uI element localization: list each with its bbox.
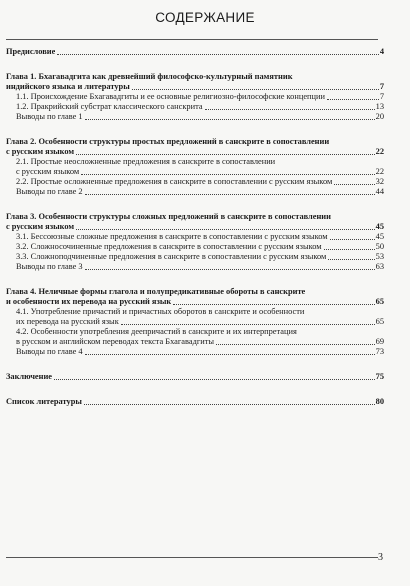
section-text: Выводы по главе 3	[16, 262, 83, 271]
section-text-line: 2.1. Простые неосложненные предложения в санскрите в сопоставлении	[16, 157, 276, 166]
chapter-title-last	[6, 297, 384, 307]
toc-page-number: 65	[375, 297, 384, 306]
section-text: 3.1. Бессоюзные сложные предложения в санскрите в сопоставлении с русским языком	[16, 232, 328, 241]
section-text: Выводы по главе 4	[16, 347, 83, 356]
chapter-title-line: Глава 1. Бхагавадгита как древнейший философско-культурный памятник	[6, 72, 293, 81]
page-number: 3	[378, 552, 383, 563]
chapter-title-line: Глава 4. Неличные формы глагола и полупредикативные обороты в санскрите	[6, 287, 306, 296]
dot-leader	[85, 354, 375, 355]
dot-leader	[328, 259, 374, 260]
toc-page-number: 44	[375, 187, 384, 196]
section-text: Выводы по главе 1	[16, 112, 83, 121]
chapter-title-last	[6, 147, 384, 157]
dot-leader	[132, 89, 379, 90]
section-text: с русским языком	[16, 167, 80, 176]
dot-leader	[334, 184, 374, 185]
dot-leader	[85, 194, 375, 195]
toc-section-4-2	[6, 337, 384, 347]
toc-entry-text: Список литературы	[6, 397, 82, 406]
toc-conclusions-2	[6, 187, 384, 197]
section-text: в русском и английском переводах текста Бхагавадгиты	[16, 337, 215, 346]
dot-leader	[85, 269, 375, 270]
dot-leader	[216, 344, 375, 345]
toc-entry-preface	[6, 47, 384, 57]
toc-page-number: 7	[379, 92, 384, 101]
toc-page-number: 22	[375, 147, 384, 156]
toc-page-number: 73	[375, 347, 384, 356]
page-title: СОДЕРЖАНИЕ	[155, 10, 255, 25]
toc-page-number: 32	[375, 177, 384, 186]
toc-page-number: 50	[375, 242, 384, 251]
section-text-line: 4.1. Употребление причастий и причастных оборотов в санскрите и особенности	[16, 307, 305, 316]
dot-leader	[327, 99, 379, 100]
toc-section-4-1	[6, 317, 384, 327]
dot-leader	[76, 229, 375, 230]
toc-entry-text: Предисловие	[6, 47, 56, 56]
dot-leader	[85, 119, 375, 120]
dot-leader	[121, 324, 375, 325]
toc-entry-bibliography	[6, 397, 384, 407]
top-rule	[6, 39, 378, 40]
toc-section-1-1	[6, 92, 384, 102]
dot-leader	[330, 239, 375, 240]
toc-page-number: 22	[375, 167, 384, 176]
dot-leader	[205, 109, 375, 110]
chapter-title-line: Глава 3. Особенности структуры сложных предложений в санскрите в сопоставлении	[6, 212, 331, 221]
toc-page-number: 65	[375, 317, 384, 326]
toc-section-2-2	[6, 177, 384, 187]
toc-page-number: 63	[375, 262, 384, 271]
toc-page-number: 7	[379, 82, 384, 91]
section-text: 1.2. Пракрийский субстрат классического санскрита	[16, 102, 203, 111]
dot-leader	[84, 404, 375, 405]
toc-chapter-4	[6, 287, 384, 357]
toc-page-number: 80	[375, 397, 384, 406]
toc-page-number: 45	[375, 222, 384, 231]
bottom-rule	[6, 557, 378, 558]
toc-section-3-1	[6, 232, 384, 242]
toc-entry-conclusion	[6, 372, 384, 382]
chapter-title-line: Глава 2. Особенности структуры простых предложений в санскрите в сопоставлении	[6, 137, 330, 146]
section-text-line: 4.2. Особенности употребления деепричастий в санскрите и их интерпретация	[16, 327, 297, 336]
toc-section-3-2	[6, 242, 384, 252]
toc-conclusions-3	[6, 262, 384, 272]
toc-page-number: 4	[379, 47, 384, 56]
toc-chapter-1	[6, 72, 384, 122]
dot-leader	[81, 174, 374, 175]
dot-leader	[324, 249, 375, 250]
toc-page-number: 13	[375, 102, 384, 111]
dot-leader	[54, 379, 375, 380]
toc-entry-text: Заключение	[6, 372, 53, 381]
section-text: 3.2. Сложносочиненные предложения в санскрите в сопоставлении с русским языком	[16, 242, 322, 251]
chapter-title-text: с русским языком	[6, 222, 75, 231]
toc-page-number: 75	[375, 372, 384, 381]
dot-leader	[76, 154, 375, 155]
toc-page-number: 20	[375, 112, 384, 121]
section-text: Выводы по главе 2	[16, 187, 83, 196]
chapter-title-text: и особенности их перевода на русский язык	[6, 297, 172, 306]
toc-section-1-2	[6, 102, 384, 112]
section-text: 3.3. Сложноподчиненные предложения в санскрите в сопоставлении с русским языком	[16, 252, 327, 261]
toc-page-number: 69	[375, 337, 384, 346]
section-text: 2.2. Простые осложненные предложения в санскрите в сопоставлении с русским языком	[16, 177, 333, 186]
section-text: 1.1. Происхождение Бхагавадгиты и ее основные религиозно-философские концепции	[16, 92, 325, 101]
toc-section-3-3	[6, 252, 384, 262]
chapter-title-text: индийского языка и литературы	[6, 82, 130, 91]
chapter-title-last	[6, 82, 384, 92]
dot-leader	[173, 304, 374, 305]
toc-page-number: 53	[375, 252, 384, 261]
chapter-title-text: с русским языком	[6, 147, 75, 156]
toc-section-2-1	[6, 167, 384, 177]
toc-chapter-3	[6, 212, 384, 272]
dot-leader	[57, 54, 379, 55]
table-of-contents	[6, 47, 384, 407]
toc-conclusions-1	[6, 112, 384, 122]
section-text: их перевода на русский язык	[16, 317, 119, 326]
toc-conclusions-4	[6, 347, 384, 357]
toc-page-number: 45	[375, 232, 384, 241]
toc-chapter-2	[6, 137, 384, 197]
chapter-title-last	[6, 222, 384, 232]
